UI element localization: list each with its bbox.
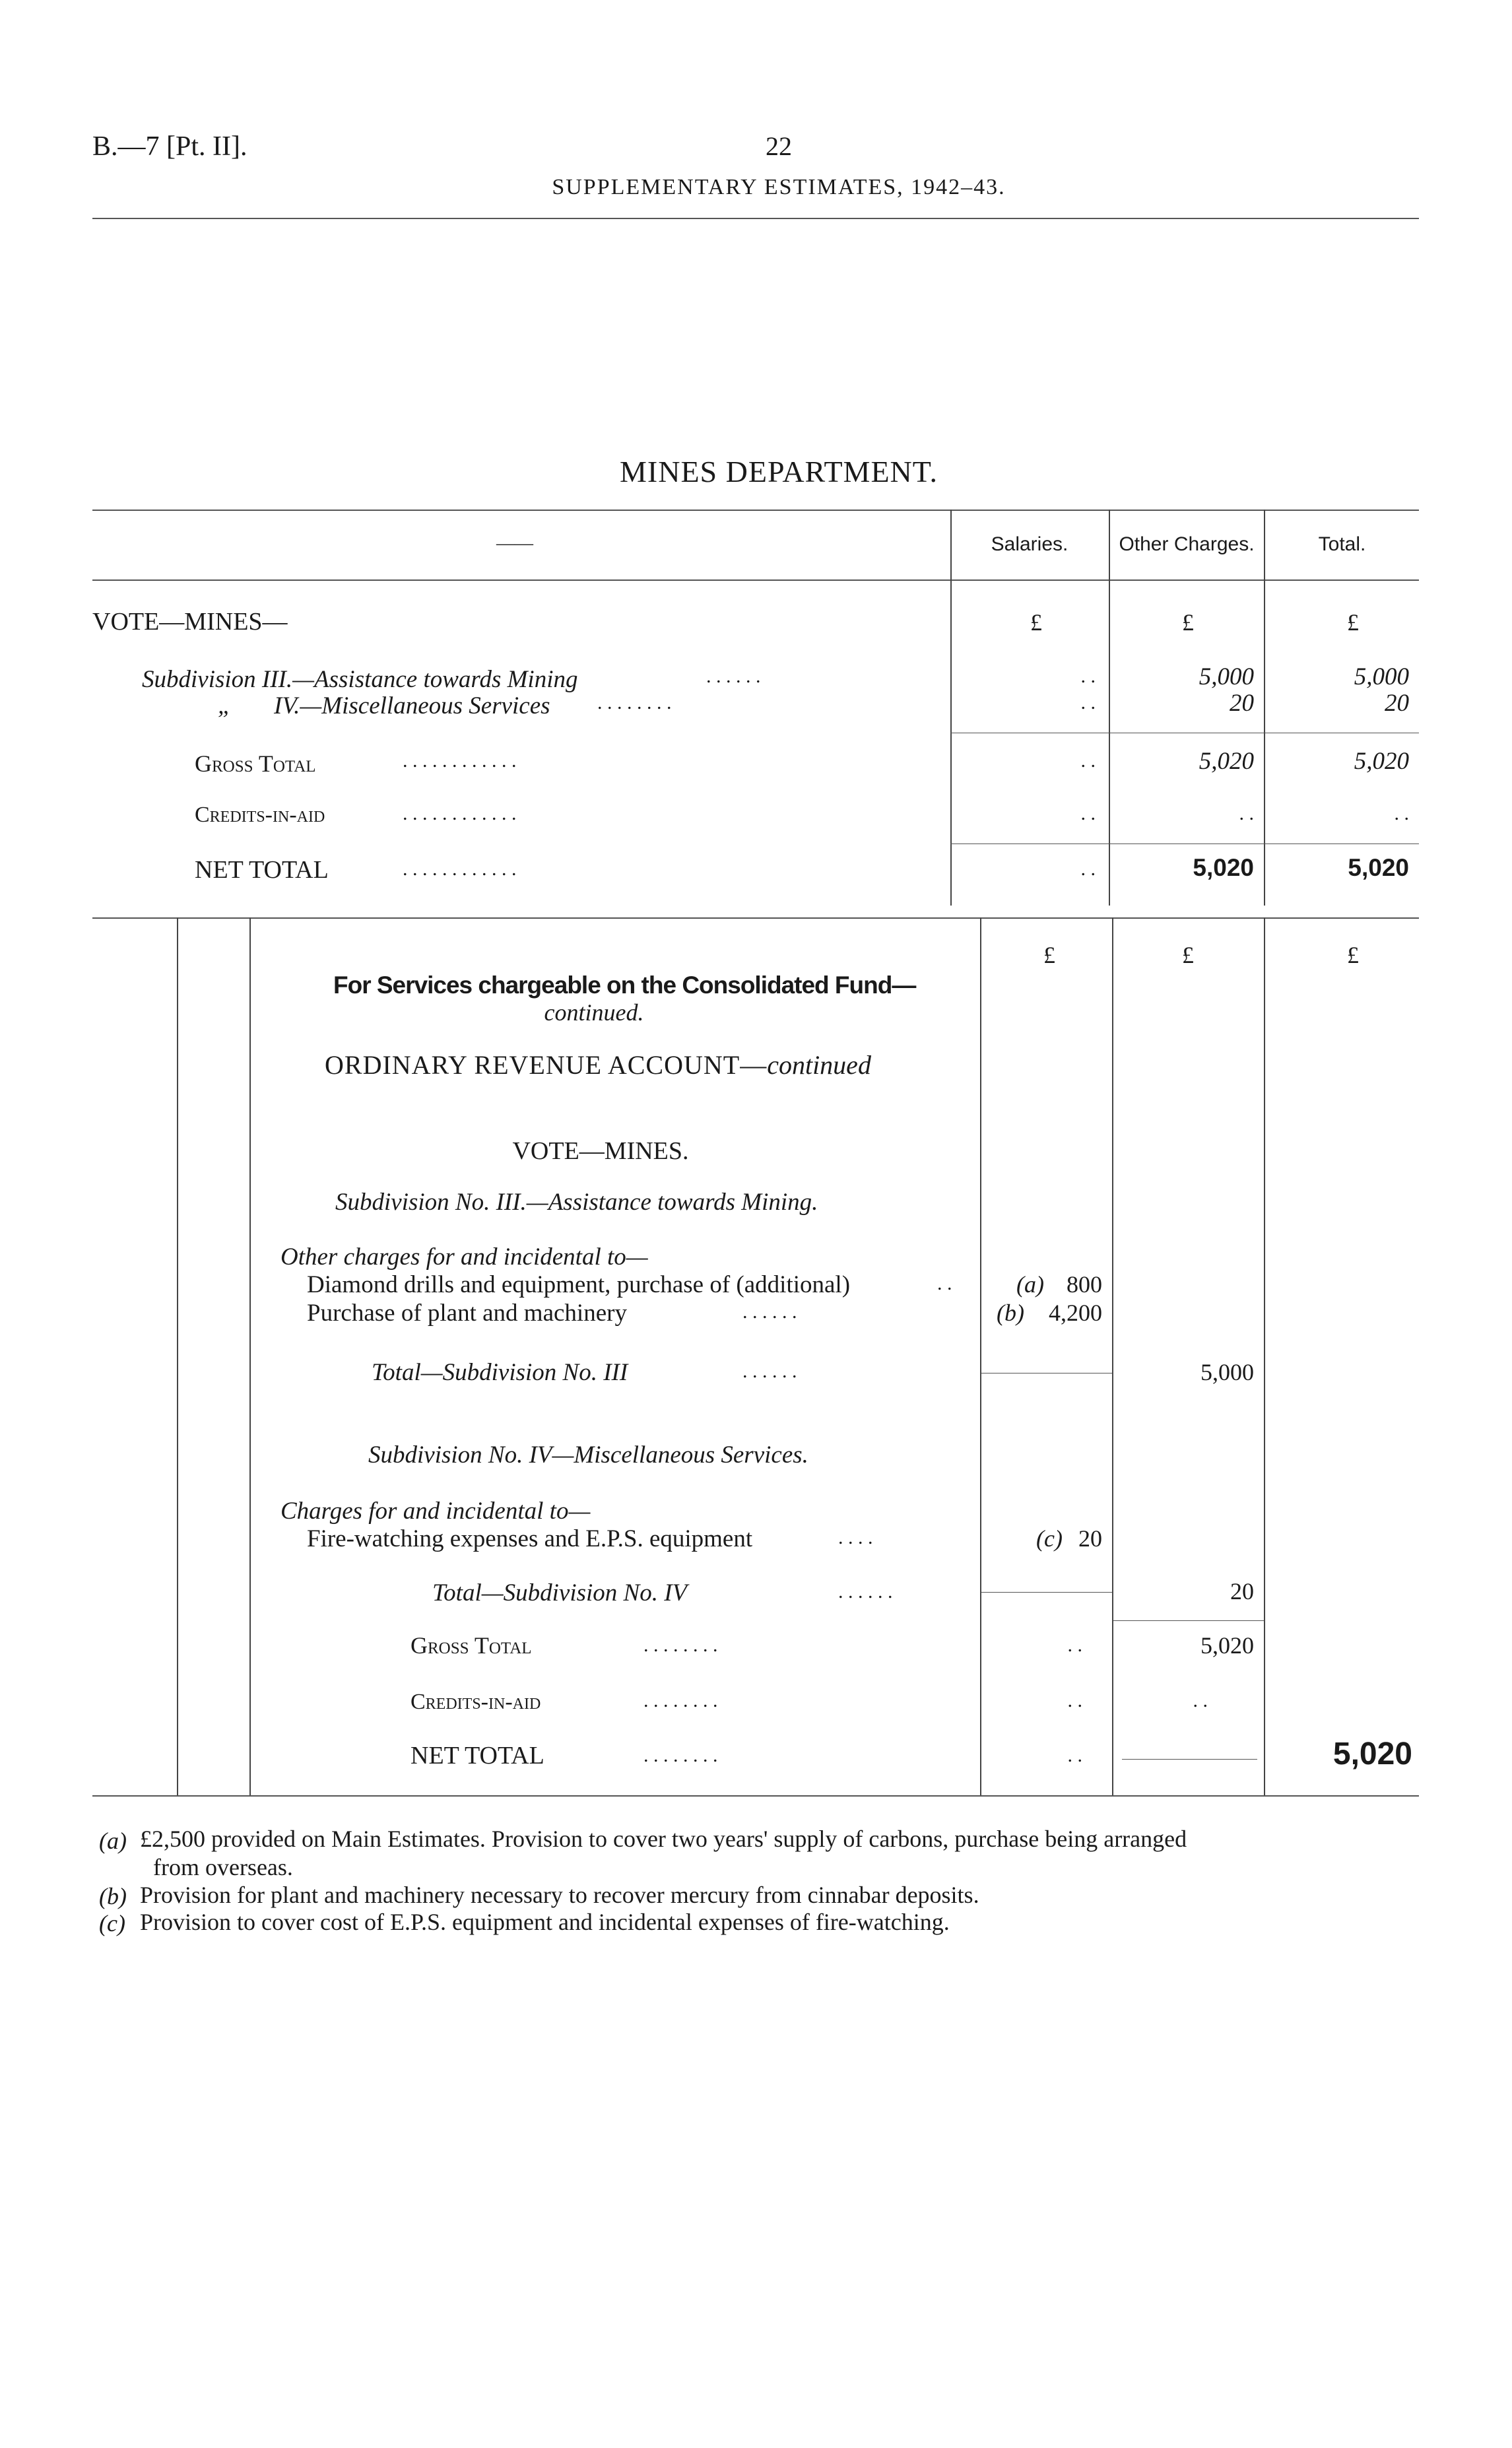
page-subtitle: SUPPLEMENTARY ESTIMATES, 1942–43.	[552, 175, 1006, 199]
detail-net-total-label: NET TOTAL	[411, 1742, 544, 1770]
row-leaders: . . . . . .	[706, 665, 761, 687]
row-total: 5,000	[1354, 663, 1409, 690]
subtotal-rule	[981, 1592, 1112, 1593]
net-total-other-charges: 5,020	[1193, 854, 1254, 881]
line-item-amount: 4,200	[1049, 1300, 1102, 1326]
row-label: Subdivision III.—Assistance towards Mining	[142, 666, 578, 693]
footnote-mark: (a)	[99, 1828, 127, 1854]
page-number: 22	[766, 131, 792, 161]
footnote-mark: (c)	[99, 1910, 125, 1936]
net-total-rule	[1122, 1759, 1257, 1760]
detail-gross-total-other: 5,020	[1200, 1632, 1254, 1659]
detail-gross-total-salaries: . .	[1067, 1634, 1082, 1656]
gross-total-salaries: . .	[1080, 750, 1096, 772]
row-salaries: . .	[1080, 665, 1096, 687]
gross-total-total: 5,020	[1354, 748, 1409, 775]
detail-margin-divider	[249, 917, 251, 1795]
detail-total-pound-sign: £	[1347, 942, 1359, 968]
detail-gross-total-label: Gross Total	[411, 1632, 532, 1659]
net-total-leaders: . . . . . . . . . . . .	[403, 858, 517, 880]
detail-credits-in-aid-other: . .	[1193, 1690, 1208, 1711]
line-item-note: (b)	[997, 1300, 1024, 1326]
net-total-total: 5,020	[1348, 854, 1409, 881]
detail-other-pound-sign: £	[1182, 942, 1194, 968]
line-item-label: Diamond drills and equipment, purchase of (additional)	[307, 1271, 851, 1298]
subdivision-iv-intro: Charges for and incidental to—	[280, 1498, 591, 1525]
other-pound-sign: £	[1182, 609, 1194, 636]
net-total-salaries: . .	[1080, 858, 1096, 880]
account-heading-main: ORDINARY REVENUE ACCOUNT—	[325, 1050, 768, 1080]
credits-in-aid-other-charges: . .	[1239, 803, 1254, 824]
line-item-amount: 20	[1078, 1525, 1102, 1552]
total-column-header: Total.	[1318, 533, 1366, 555]
detail-col-divider	[1112, 917, 1113, 1795]
subdivision-iii-total-label: Total—Subdivision No. III	[372, 1359, 628, 1386]
detail-col-divider	[980, 917, 981, 1795]
credits-in-aid-leaders: . . . . . . . . . . . .	[403, 803, 517, 824]
line-item-note: (c)	[1036, 1525, 1063, 1552]
detail-net-total-leaders: . . . . . . . .	[643, 1744, 718, 1766]
line-item-label: Fire-watching expenses and E.P.S. equipment	[307, 1525, 753, 1552]
line-item-amount: 800	[1067, 1271, 1102, 1298]
footnote-text: Provision for plant and machinery necessary to recover mercury from cinnabar deposits.	[140, 1882, 979, 1908]
gross-total-other-charges: 5,020	[1199, 748, 1254, 775]
credits-in-aid-total: . .	[1394, 803, 1409, 824]
line-item-leaders: . .	[937, 1273, 952, 1294]
line-item-note: (a)	[1016, 1271, 1044, 1298]
vote-heading: VOTE—MINES.	[512, 1137, 689, 1165]
footnote-mark: (b)	[99, 1883, 127, 1909]
subdivision-iii-total-leaders: . . . . . .	[742, 1360, 797, 1382]
row-other-charges: 5,000	[1199, 663, 1254, 690]
fund-heading-continued: continued.	[544, 999, 644, 1026]
subdivision-iv-heading: Subdivision No. IV—Miscellaneous Services.	[368, 1441, 808, 1469]
footnote-text: £2,500 provided on Main Estimates. Provision to cover two years' supply of carbons, purchase being arranged	[140, 1826, 1187, 1852]
footnote-text-continued: from overseas.	[153, 1854, 293, 1880]
credits-in-aid-label: Credits-in-aid	[195, 803, 325, 827]
subdivision-iv-total-amount: 20	[1230, 1578, 1254, 1604]
subdivision-iv-total-leaders: . . . . . .	[838, 1581, 893, 1603]
detail-salaries-pound-sign: £	[1043, 942, 1055, 968]
row-total: 20	[1385, 690, 1409, 717]
document-reference: B.—7 [Pt. II].	[92, 131, 247, 162]
summary-col-divider	[950, 510, 952, 906]
detail-bottom-rule	[92, 1795, 1419, 1797]
detail-top-rule	[92, 917, 1419, 919]
row-label: IV.—Miscellaneous Services	[274, 692, 550, 719]
account-heading-continued: continued	[767, 1050, 871, 1080]
vote-label: VOTE—MINES—	[92, 608, 288, 636]
footnote-text: Provision to cover cost of E.P.S. equipment and incidental expenses of fire-watching.	[140, 1909, 950, 1935]
line-item-leaders: . . . . . .	[742, 1301, 797, 1323]
gross-total-leaders: . . . . . . . . . . . .	[403, 750, 517, 772]
gross-total-rule	[1113, 1620, 1264, 1621]
subdivision-iii-total-amount: 5,000	[1200, 1359, 1254, 1385]
net-total-label: NET TOTAL	[195, 856, 329, 884]
summary-header-rule	[92, 579, 1419, 581]
detail-net-total-amount: 5,020	[1332, 1737, 1412, 1771]
subdivision-iii-heading: Subdivision No. III.—Assistance towards Mining.	[335, 1189, 818, 1216]
row-other-charges: 20	[1230, 690, 1254, 717]
summary-top-rule	[92, 510, 1419, 511]
account-heading	[325, 1049, 871, 1080]
detail-gross-total-leaders: . . . . . . . .	[643, 1634, 718, 1656]
detail-credits-in-aid-leaders: . . . . . . . .	[643, 1690, 718, 1711]
detail-credits-in-aid-salaries: . .	[1067, 1690, 1082, 1711]
detail-margin-divider	[177, 917, 178, 1795]
header-rule	[92, 218, 1419, 219]
detail-credits-in-aid-label: Credits-in-aid	[411, 1690, 541, 1714]
fund-heading: For Services chargeable on the Consolidated Fund—	[333, 972, 916, 999]
row-leaders: . . . . . . . .	[597, 692, 672, 713]
detail-net-total-salaries: . .	[1067, 1744, 1082, 1766]
department-title: MINES DEPARTMENT.	[620, 455, 938, 488]
other-charges-column-header: Other Charges.	[1119, 533, 1255, 555]
subdivision-iv-total-label: Total—Subdivision No. IV	[432, 1579, 688, 1606]
gross-total-label: Gross Total	[195, 750, 316, 777]
credits-in-aid-salaries: . .	[1080, 803, 1096, 824]
subdivision-iii-intro: Other charges for and incidental to—	[280, 1243, 648, 1271]
line-item-label: Purchase of plant and machinery	[307, 1300, 627, 1327]
salaries-column-header: Salaries.	[991, 533, 1068, 555]
blank-column-header: ——	[496, 533, 533, 554]
salaries-pound-sign: £	[1030, 609, 1042, 636]
row-salaries: . .	[1080, 692, 1096, 713]
detail-col-divider	[1264, 917, 1265, 1795]
total-pound-sign: £	[1347, 609, 1359, 636]
line-item-leaders: . . . .	[838, 1527, 873, 1548]
row-ditto-mark: „	[218, 692, 232, 719]
